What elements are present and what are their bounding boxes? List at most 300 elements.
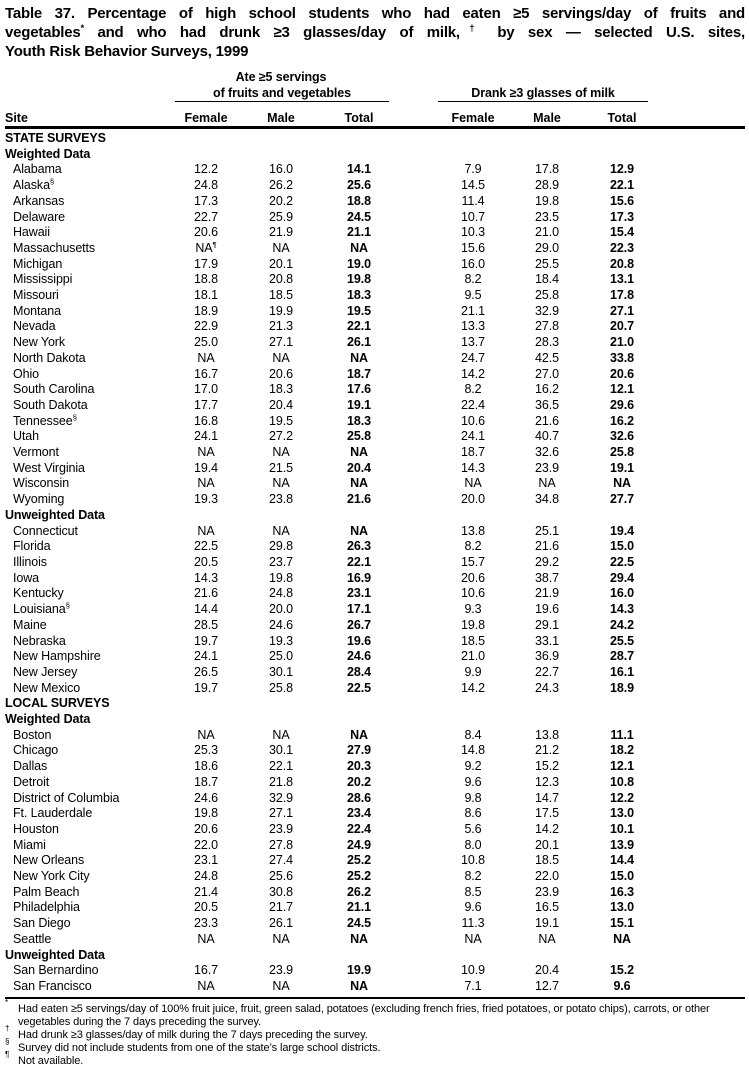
site-name: Connecticut bbox=[13, 523, 78, 538]
table-row bbox=[5, 900, 745, 916]
value-cell: 29.4 bbox=[610, 570, 634, 585]
value-cell: 22.5 bbox=[347, 680, 371, 695]
value-cell: 23.1 bbox=[194, 853, 218, 868]
value-cell: 13.1 bbox=[610, 272, 634, 287]
value-cell: 22.5 bbox=[194, 539, 218, 554]
value-cell: 16.5 bbox=[535, 900, 559, 915]
table-row bbox=[5, 288, 745, 304]
value-cell: 16.0 bbox=[269, 162, 293, 177]
table-row bbox=[5, 319, 745, 335]
value-cell: 11.4 bbox=[461, 193, 485, 208]
value-cell: 28.7 bbox=[610, 649, 634, 664]
value-cell: 8.2 bbox=[464, 869, 482, 884]
value-cell: 19.6 bbox=[347, 633, 371, 648]
value-cell: 25.8 bbox=[269, 680, 293, 695]
value-cell: 26.5 bbox=[194, 664, 218, 679]
site-name: West Virginia bbox=[13, 460, 85, 475]
footnote: ¶Not available. bbox=[5, 1050, 84, 1068]
value-cell: NA bbox=[272, 240, 290, 255]
column-header-female: Female bbox=[451, 111, 495, 125]
site-name: Michigan bbox=[13, 256, 63, 271]
value-cell: 18.4 bbox=[535, 272, 559, 287]
value-cell: 21.0 bbox=[610, 335, 634, 350]
weighting-group-header-row bbox=[5, 147, 745, 163]
value-cell: 17.8 bbox=[610, 288, 634, 303]
site-name: Palm Beach bbox=[13, 884, 80, 899]
value-cell: 19.1 bbox=[610, 460, 634, 475]
value-cell: 9.2 bbox=[464, 759, 482, 774]
value-cell: NA bbox=[197, 445, 215, 460]
value-cell: 29.0 bbox=[535, 240, 559, 255]
value-cell: 29.1 bbox=[535, 617, 559, 632]
value-cell: 34.8 bbox=[535, 492, 559, 507]
value-cell: 10.7 bbox=[461, 209, 485, 224]
value-cell: NA bbox=[197, 978, 215, 993]
table-row bbox=[5, 791, 745, 807]
value-cell: 18.2 bbox=[610, 743, 634, 758]
column-header-total: Total bbox=[344, 111, 374, 125]
value-cell: 22.4 bbox=[347, 821, 371, 836]
value-cell: NA bbox=[272, 931, 290, 946]
table-row bbox=[5, 162, 745, 178]
site-name: Louisiana§ bbox=[13, 600, 70, 617]
value-cell: 22.0 bbox=[535, 869, 559, 884]
value-cell: 29.6 bbox=[610, 397, 634, 412]
site-name: Alaska§ bbox=[13, 176, 55, 193]
value-cell: NA bbox=[272, 350, 290, 365]
table-row bbox=[5, 398, 745, 414]
value-cell: 14.3 bbox=[194, 570, 218, 585]
value-cell: 18.5 bbox=[269, 288, 293, 303]
value-cell: 10.6 bbox=[461, 586, 485, 601]
site-name: Delaware bbox=[13, 209, 66, 224]
table-row bbox=[5, 759, 745, 775]
site-name: Maine bbox=[13, 617, 47, 632]
site-name: Vermont bbox=[13, 445, 59, 460]
site-name: Montana bbox=[13, 303, 61, 318]
table-row bbox=[5, 885, 745, 901]
value-cell: 9.6 bbox=[464, 774, 482, 789]
value-cell: 32.6 bbox=[535, 445, 559, 460]
value-cell: 23.3 bbox=[194, 916, 218, 931]
value-cell: 13.9 bbox=[610, 837, 634, 852]
table-row bbox=[5, 555, 745, 571]
value-cell: 19.8 bbox=[535, 193, 559, 208]
value-cell: 11.3 bbox=[461, 916, 485, 931]
value-cell: 19.5 bbox=[347, 303, 371, 318]
value-cell: 27.9 bbox=[347, 743, 371, 758]
value-cell: 10.6 bbox=[461, 413, 485, 428]
value-cell: 14.4 bbox=[194, 602, 218, 617]
value-cell: 10.8 bbox=[461, 853, 485, 868]
table-row bbox=[5, 728, 745, 744]
site-name: Alabama bbox=[13, 162, 62, 177]
value-cell: 19.1 bbox=[535, 916, 559, 931]
site-name: San Diego bbox=[13, 916, 71, 931]
site-name: Kentucky bbox=[13, 586, 64, 601]
value-cell: 25.1 bbox=[535, 523, 559, 538]
site-name: Detroit bbox=[13, 774, 50, 789]
value-cell: 29.8 bbox=[269, 539, 293, 554]
value-cell: 19.8 bbox=[269, 570, 293, 585]
value-cell: 22.9 bbox=[194, 319, 218, 334]
value-cell: 22.7 bbox=[194, 209, 218, 224]
value-cell: 24.2 bbox=[610, 617, 634, 632]
value-cell: 25.9 bbox=[269, 209, 293, 224]
table-row bbox=[5, 304, 745, 320]
value-cell: 25.8 bbox=[535, 288, 559, 303]
value-cell: 9.5 bbox=[464, 288, 482, 303]
value-cell: 9.9 bbox=[464, 664, 482, 679]
value-cell: 15.0 bbox=[610, 869, 634, 884]
site-name: New Mexico bbox=[13, 680, 81, 695]
value-cell: 15.7 bbox=[461, 554, 485, 569]
value-cell: NA¶ bbox=[195, 239, 217, 255]
value-cell: 8.5 bbox=[464, 884, 482, 899]
value-cell: 25.5 bbox=[610, 633, 634, 648]
value-cell: 24.1 bbox=[194, 429, 218, 444]
value-cell: 12.2 bbox=[194, 162, 218, 177]
value-cell: 12.7 bbox=[535, 978, 559, 993]
value-cell: 21.6 bbox=[347, 492, 371, 507]
site-name: New Orleans bbox=[13, 853, 85, 868]
value-cell: 21.6 bbox=[535, 539, 559, 554]
value-cell: 9.6 bbox=[613, 978, 631, 993]
value-cell: 24.5 bbox=[347, 916, 371, 931]
group-header: Weighted Data bbox=[5, 712, 91, 727]
value-cell: 21.9 bbox=[535, 586, 559, 601]
value-cell: 14.2 bbox=[461, 366, 485, 381]
value-cell: NA bbox=[272, 727, 290, 742]
value-cell: 40.7 bbox=[535, 429, 559, 444]
value-cell: 19.0 bbox=[347, 256, 371, 271]
value-cell: NA bbox=[272, 978, 290, 993]
value-cell: 17.9 bbox=[194, 256, 218, 271]
value-cell: 20.6 bbox=[610, 366, 634, 381]
table-row bbox=[5, 853, 745, 869]
site-name: Ohio bbox=[13, 366, 40, 381]
group-header: Unweighted Data bbox=[5, 947, 105, 962]
value-cell: 20.1 bbox=[535, 837, 559, 852]
site-name: New Jersey bbox=[13, 664, 78, 679]
table-row bbox=[5, 869, 745, 885]
value-cell: 21.5 bbox=[269, 460, 293, 475]
value-cell: 14.5 bbox=[461, 178, 485, 193]
weighting-group-header-row bbox=[5, 508, 745, 524]
value-cell: 20.2 bbox=[347, 774, 371, 789]
value-cell: 19.6 bbox=[535, 602, 559, 617]
value-cell: 12.9 bbox=[610, 162, 634, 177]
site-name: Chicago bbox=[13, 743, 59, 758]
site-name: Florida bbox=[13, 539, 51, 554]
table-row bbox=[5, 838, 745, 854]
value-cell: 17.6 bbox=[347, 382, 371, 397]
value-cell: 26.2 bbox=[269, 178, 293, 193]
table-body bbox=[5, 129, 745, 995]
value-cell: 18.8 bbox=[194, 272, 218, 287]
value-cell: 20.1 bbox=[269, 256, 293, 271]
value-cell: NA bbox=[464, 931, 482, 946]
value-cell: 23.4 bbox=[347, 806, 371, 821]
value-cell: 24.8 bbox=[194, 869, 218, 884]
site-name: New Hampshire bbox=[13, 649, 101, 664]
value-cell: 19.3 bbox=[194, 492, 218, 507]
value-cell: 22.1 bbox=[347, 319, 371, 334]
site-name: Mississippi bbox=[13, 272, 73, 287]
value-cell: NA bbox=[613, 476, 631, 491]
value-cell: 19.7 bbox=[194, 680, 218, 695]
value-cell: 13.0 bbox=[610, 806, 634, 821]
value-cell: 17.5 bbox=[535, 806, 559, 821]
value-cell: 28.5 bbox=[194, 617, 218, 632]
site-name: Iowa bbox=[13, 570, 40, 585]
value-cell: 22.4 bbox=[461, 397, 485, 412]
value-cell: 18.8 bbox=[347, 193, 371, 208]
table-row bbox=[5, 178, 745, 194]
site-name: San Bernardino bbox=[13, 963, 99, 978]
value-cell: 14.7 bbox=[535, 790, 559, 805]
column-group-milk: Drank ≥3 glasses of milk bbox=[438, 86, 648, 102]
value-cell: 28.3 bbox=[535, 335, 559, 350]
value-cell: 25.2 bbox=[347, 853, 371, 868]
value-cell: 21.0 bbox=[461, 649, 485, 664]
value-cell: 18.3 bbox=[269, 382, 293, 397]
value-cell: 24.8 bbox=[269, 586, 293, 601]
table-row bbox=[5, 571, 745, 587]
value-cell: 22.0 bbox=[194, 837, 218, 852]
value-cell: 25.8 bbox=[610, 445, 634, 460]
value-cell: 24.7 bbox=[461, 350, 485, 365]
value-cell: 14.2 bbox=[535, 821, 559, 836]
site-name: Houston bbox=[13, 821, 59, 836]
footnote: §Survey did not include students from one of the state’s large school districts. bbox=[5, 1037, 381, 1055]
value-cell: 17.1 bbox=[347, 602, 371, 617]
value-cell: 16.2 bbox=[535, 382, 559, 397]
site-name: Ft. Lauderdale bbox=[13, 806, 93, 821]
site-name: South Carolina bbox=[13, 382, 95, 397]
value-cell: 18.7 bbox=[347, 366, 371, 381]
value-cell: 19.9 bbox=[347, 963, 371, 978]
value-cell: 19.4 bbox=[194, 460, 218, 475]
site-name: Philadelphia bbox=[13, 900, 80, 915]
value-cell: 10.9 bbox=[461, 963, 485, 978]
column-header-male: Male bbox=[267, 111, 295, 125]
value-cell: 13.0 bbox=[610, 900, 634, 915]
value-cell: 23.8 bbox=[269, 492, 293, 507]
site-name: Nevada bbox=[13, 319, 56, 334]
value-cell: 32.6 bbox=[610, 429, 634, 444]
value-cell: 8.2 bbox=[464, 272, 482, 287]
value-cell: 17.8 bbox=[535, 162, 559, 177]
group-header: Weighted Data bbox=[5, 146, 91, 161]
table-row bbox=[5, 461, 745, 477]
value-cell: 36.5 bbox=[535, 397, 559, 412]
value-cell: 27.2 bbox=[269, 429, 293, 444]
title-line: vegetables* and who had drunk ≥3 glasses/day of milk,† by sex — selected U.S. sites, bbox=[5, 23, 745, 41]
survey-section-header-row bbox=[5, 131, 745, 147]
value-cell: 16.2 bbox=[610, 413, 634, 428]
site-name: Utah bbox=[13, 429, 40, 444]
value-cell: 23.1 bbox=[347, 586, 371, 601]
value-cell: NA bbox=[350, 931, 368, 946]
site-name: Arkansas bbox=[13, 193, 65, 208]
value-cell: 10.1 bbox=[610, 821, 634, 836]
value-cell: 24.9 bbox=[347, 837, 371, 852]
value-cell: NA bbox=[538, 476, 556, 491]
value-cell: 33.8 bbox=[610, 350, 634, 365]
value-cell: 16.7 bbox=[194, 366, 218, 381]
value-cell: 28.6 bbox=[347, 790, 371, 805]
site-name: North Dakota bbox=[13, 350, 86, 365]
column-group-fruits-line2: of fruits and vegetables bbox=[175, 86, 389, 102]
value-cell: 20.4 bbox=[347, 460, 371, 475]
value-cell: 8.4 bbox=[464, 727, 482, 742]
section-header: LOCAL SURVEYS bbox=[5, 696, 110, 711]
value-cell: 15.6 bbox=[610, 193, 634, 208]
value-cell: 12.2 bbox=[610, 790, 634, 805]
value-cell: 12.3 bbox=[535, 774, 559, 789]
value-cell: NA bbox=[272, 445, 290, 460]
value-cell: 24.1 bbox=[194, 649, 218, 664]
value-cell: 19.1 bbox=[347, 397, 371, 412]
value-cell: 15.0 bbox=[610, 539, 634, 554]
table-row bbox=[5, 414, 745, 430]
column-group-fruits-line1: Ate ≥5 servings bbox=[235, 70, 327, 84]
value-cell: NA bbox=[350, 445, 368, 460]
table-row bbox=[5, 194, 745, 210]
footnote: *Had eaten ≥5 servings/day of 100% fruit juice, fruit, green salad, potatoes (excluding french fries, fried potatoes, or potato chips), carrots, or other vegetables during the 7 days preceding the survey. bbox=[5, 997, 710, 1028]
footnote: †Had drunk ≥3 glasses/day of milk during the 7 days preceding the survey. bbox=[5, 1024, 368, 1042]
table-row bbox=[5, 806, 745, 822]
value-cell: NA bbox=[350, 727, 368, 742]
site-name: Massachusetts bbox=[13, 240, 96, 255]
footnotes bbox=[5, 999, 745, 1069]
value-cell: 30.1 bbox=[269, 743, 293, 758]
value-cell: 23.9 bbox=[535, 460, 559, 475]
site-name: San Francisco bbox=[13, 978, 92, 993]
value-cell: 13.8 bbox=[461, 523, 485, 538]
value-cell: 28.9 bbox=[535, 178, 559, 193]
value-cell: 19.5 bbox=[269, 413, 293, 428]
value-cell: 21.9 bbox=[269, 225, 293, 240]
value-cell: 22.1 bbox=[269, 759, 293, 774]
site-name: New York bbox=[13, 335, 66, 350]
value-cell: 18.7 bbox=[194, 774, 218, 789]
value-cell: 8.0 bbox=[464, 837, 482, 852]
table-row bbox=[5, 210, 745, 226]
value-cell: 25.0 bbox=[269, 649, 293, 664]
value-cell: NA bbox=[272, 476, 290, 491]
value-cell: NA bbox=[613, 931, 631, 946]
table-row bbox=[5, 524, 745, 540]
value-cell: 24.6 bbox=[347, 649, 371, 664]
value-cell: 15.2 bbox=[610, 963, 634, 978]
value-cell: 15.2 bbox=[535, 759, 559, 774]
value-cell: 25.2 bbox=[347, 869, 371, 884]
survey-section-header-row bbox=[5, 696, 745, 712]
value-cell: 16.0 bbox=[461, 256, 485, 271]
value-cell: 18.5 bbox=[535, 853, 559, 868]
section-header: STATE SURVEYS bbox=[5, 131, 106, 145]
value-cell: NA bbox=[464, 476, 482, 491]
table-row bbox=[5, 649, 745, 665]
value-cell: 24.6 bbox=[194, 790, 218, 805]
value-cell: 16.3 bbox=[610, 884, 634, 899]
value-cell: NA bbox=[350, 523, 368, 538]
value-cell: 30.1 bbox=[269, 664, 293, 679]
table-row bbox=[5, 367, 745, 383]
table-row bbox=[5, 257, 745, 273]
table-row bbox=[5, 932, 745, 948]
value-cell: 13.7 bbox=[461, 335, 485, 350]
value-cell: 23.9 bbox=[269, 963, 293, 978]
value-cell: 21.6 bbox=[194, 586, 218, 601]
value-cell: 21.0 bbox=[535, 225, 559, 240]
table-title bbox=[5, 2, 745, 61]
value-cell: 19.8 bbox=[194, 806, 218, 821]
value-cell: 25.6 bbox=[269, 869, 293, 884]
value-cell: 32.9 bbox=[269, 790, 293, 805]
value-cell: 16.8 bbox=[194, 413, 218, 428]
table-row bbox=[5, 241, 745, 257]
value-cell: 23.9 bbox=[535, 884, 559, 899]
table-row bbox=[5, 476, 745, 492]
value-cell: 21.6 bbox=[535, 413, 559, 428]
site-name: Wyoming bbox=[13, 492, 65, 507]
column-header-total: Total bbox=[607, 111, 637, 125]
value-cell: 23.9 bbox=[269, 821, 293, 836]
value-cell: 22.7 bbox=[535, 664, 559, 679]
weighting-group-header-row bbox=[5, 948, 745, 964]
value-cell: 10.3 bbox=[461, 225, 485, 240]
value-cell: 23.7 bbox=[269, 554, 293, 569]
weighting-group-header-row bbox=[5, 712, 745, 728]
value-cell: 32.9 bbox=[535, 303, 559, 318]
value-cell: 26.1 bbox=[347, 335, 371, 350]
value-cell: 19.7 bbox=[194, 633, 218, 648]
value-cell: 18.6 bbox=[194, 759, 218, 774]
table-row bbox=[5, 586, 745, 602]
value-cell: 29.2 bbox=[535, 554, 559, 569]
table-row bbox=[5, 979, 745, 995]
value-cell: 9.3 bbox=[464, 602, 482, 617]
table-row bbox=[5, 681, 745, 697]
value-cell: 13.3 bbox=[461, 319, 485, 334]
value-cell: 24.8 bbox=[194, 178, 218, 193]
value-cell: 14.3 bbox=[610, 602, 634, 617]
site-name: Illinois bbox=[13, 554, 47, 569]
value-cell: 33.1 bbox=[535, 633, 559, 648]
value-cell: 14.3 bbox=[461, 460, 485, 475]
table-row bbox=[5, 429, 745, 445]
value-cell: 27.8 bbox=[269, 837, 293, 852]
value-cell: 20.6 bbox=[194, 821, 218, 836]
value-cell: NA bbox=[272, 523, 290, 538]
value-cell: 7.9 bbox=[464, 162, 482, 177]
site-name: Wisconsin bbox=[13, 476, 70, 491]
value-cell: 20.2 bbox=[269, 193, 293, 208]
value-cell: 10.8 bbox=[610, 774, 634, 789]
value-cell: 14.2 bbox=[461, 680, 485, 695]
value-cell: 26.7 bbox=[347, 617, 371, 632]
site-name: District of Columbia bbox=[13, 790, 120, 805]
value-cell: 18.3 bbox=[347, 288, 371, 303]
value-cell: 24.6 bbox=[269, 617, 293, 632]
value-cell: 16.1 bbox=[610, 664, 634, 679]
value-cell: 23.5 bbox=[535, 209, 559, 224]
value-cell: 21.1 bbox=[461, 303, 485, 318]
value-cell: 14.1 bbox=[347, 162, 371, 177]
